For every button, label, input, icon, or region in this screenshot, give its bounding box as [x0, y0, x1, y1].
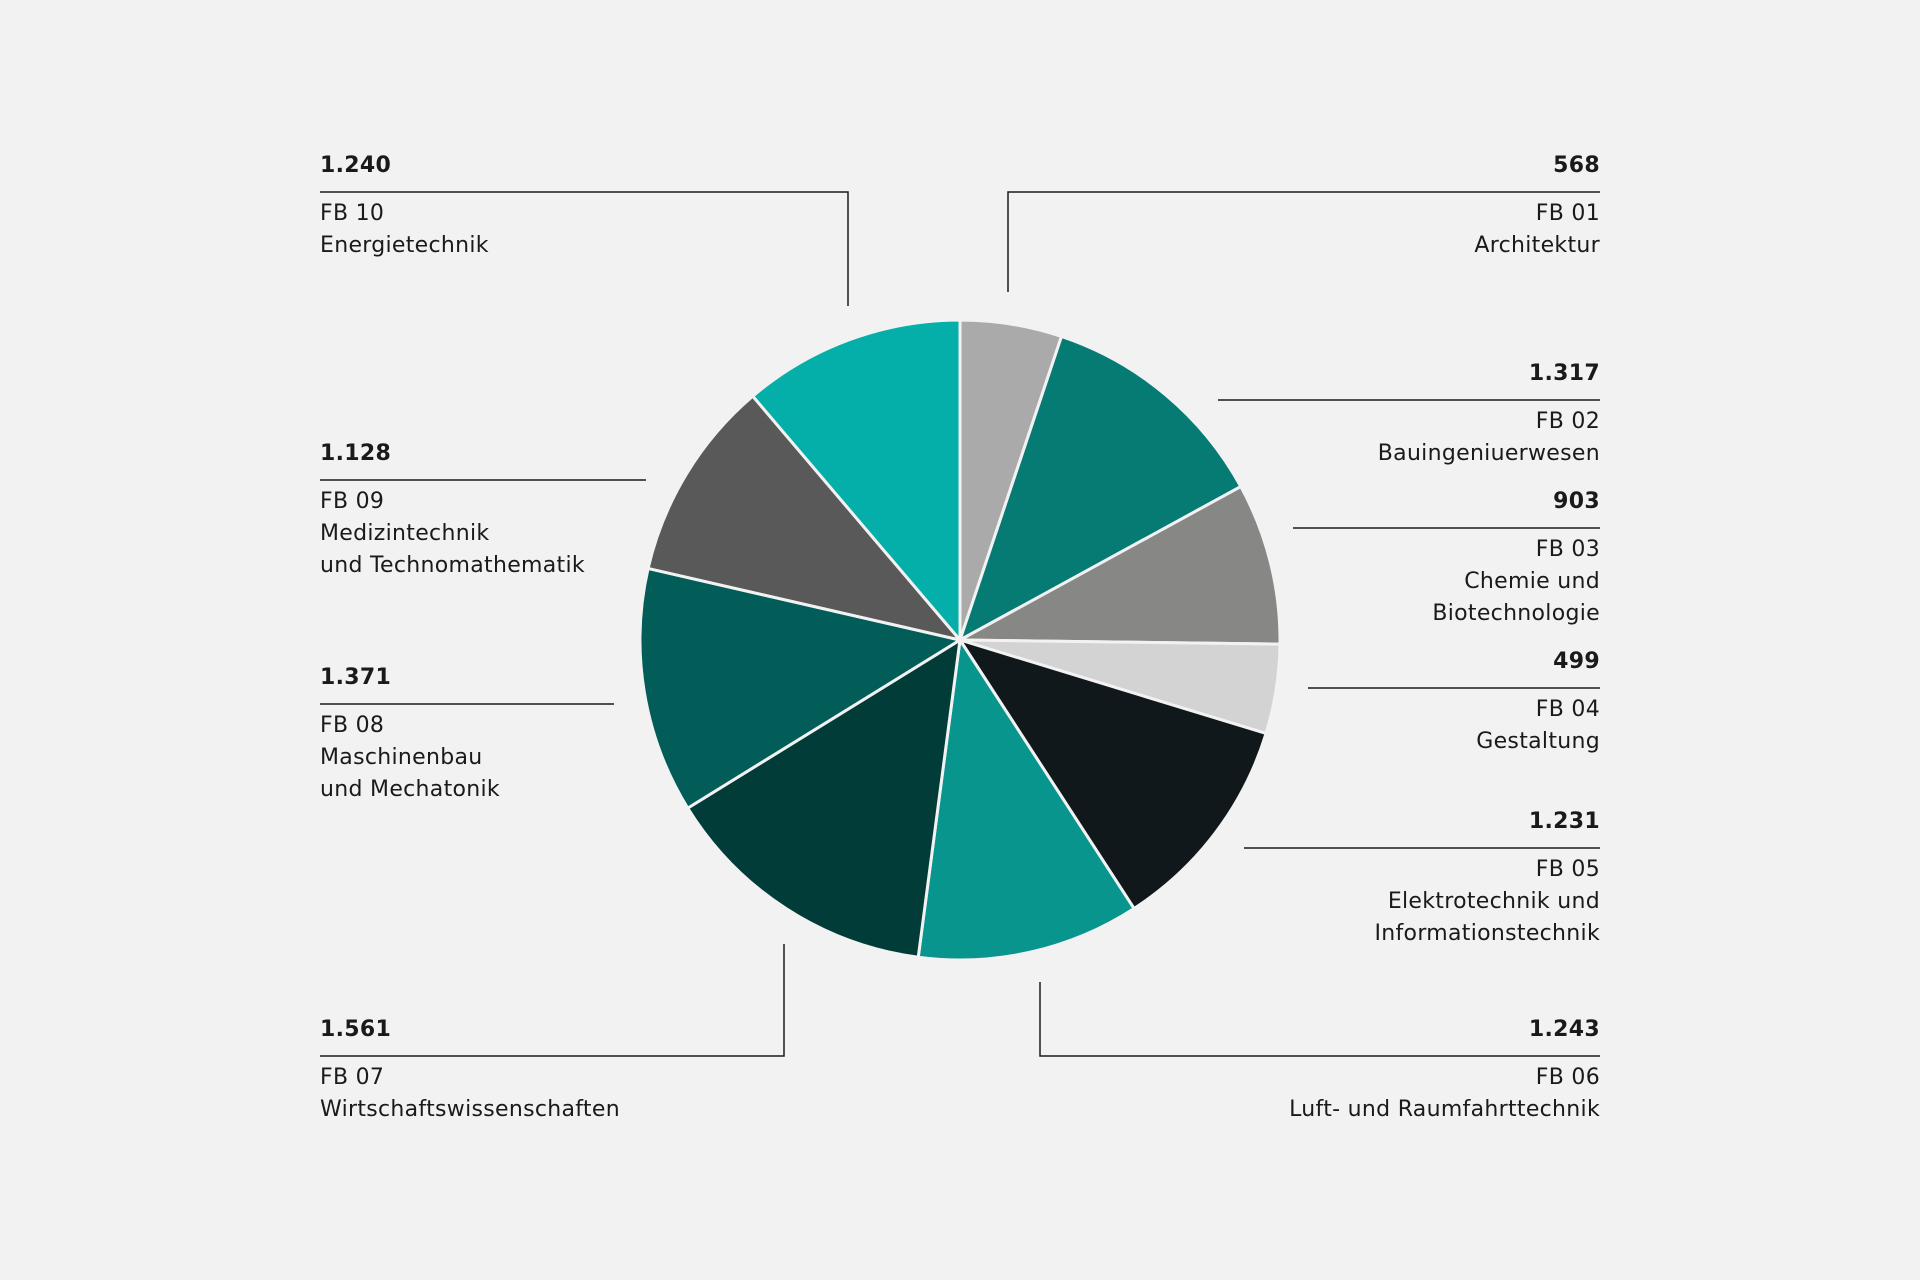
value-label: 1.561 [320, 1017, 392, 1042]
label-fb07 [320, 1014, 620, 1126]
slice-name: Luft- und Raumfahrttechnik [1289, 1097, 1600, 1122]
slice-name: Elektrotechnik und Informationstechnik [1374, 889, 1600, 946]
slice-name: Energietechnik [320, 233, 489, 258]
value-label: 1.317 [1528, 361, 1600, 386]
value-label: 499 [1553, 649, 1600, 674]
slice-name: Maschinenbau und Mechatonik [320, 745, 500, 802]
label-fb10 [320, 150, 489, 262]
label-fb05 [1374, 806, 1600, 950]
value-label: 1.371 [320, 665, 392, 690]
slice-name: Bauingeniuerwesen [1377, 441, 1600, 466]
slice-code: FB 01 [1535, 201, 1600, 226]
label-fb03 [1432, 486, 1600, 630]
slice-code: FB 04 [1535, 697, 1600, 722]
slice-code: FB 09 [320, 489, 385, 514]
slice-code: FB 07 [320, 1065, 385, 1090]
label-fb06 [1289, 1014, 1600, 1126]
label-fb08 [320, 662, 500, 806]
slice-code: FB 02 [1535, 409, 1600, 434]
slice-name: Medizintechnik und Technomathematik [320, 521, 585, 578]
value-label: 1.128 [320, 441, 392, 466]
slice-code: FB 03 [1535, 537, 1600, 562]
slice-name: Wirtschaftswissenschaften [320, 1097, 620, 1122]
value-label: 903 [1553, 489, 1600, 514]
label-fb01 [1474, 150, 1600, 262]
slice-name: Gestaltung [1476, 729, 1600, 754]
label-fb02 [1378, 358, 1600, 470]
slice-code: FB 05 [1535, 857, 1600, 882]
slice-code: FB 08 [320, 713, 385, 738]
slice-code: FB 10 [320, 201, 385, 226]
slice-name: Architektur [1474, 233, 1600, 258]
value-label: 568 [1553, 153, 1600, 178]
slice-name: Chemie und Biotechnologie [1432, 569, 1600, 626]
value-label: 1.243 [1528, 1017, 1600, 1042]
label-fb04 [1476, 646, 1600, 758]
value-label: 1.240 [320, 153, 392, 178]
value-label: 1.231 [1528, 809, 1600, 834]
label-fb09 [320, 438, 585, 582]
slice-code: FB 06 [1535, 1065, 1600, 1090]
pie-slices [640, 320, 1280, 960]
